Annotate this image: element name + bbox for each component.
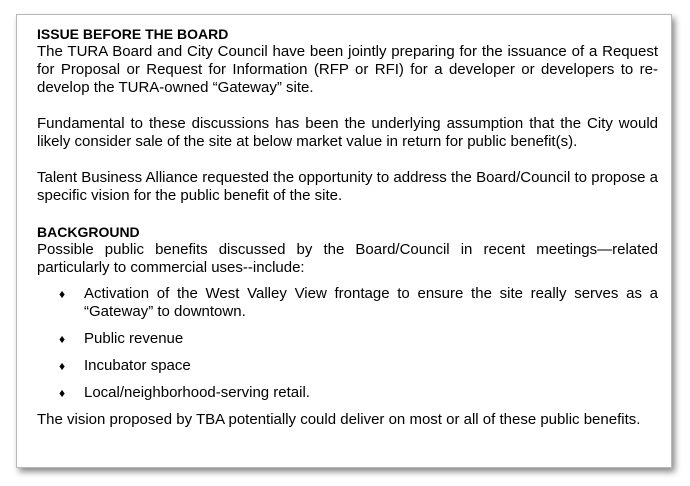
list-item — [37, 384, 658, 402]
benefits-list — [37, 285, 658, 402]
diamond-bullet-icon: ♦ — [59, 332, 66, 346]
document-body — [37, 25, 658, 429]
background-intro: Possible public benefits discussed by the Board/Council in recent meetings—related particularly to commercial uses--include: — [37, 241, 658, 276]
list-item — [37, 357, 658, 375]
list-item-text: Public revenue — [84, 330, 184, 347]
diamond-bullet-icon: ♦ — [59, 359, 66, 373]
issue-paragraph-3: Talent Business Alliance requested the opportunity to address the Board/Council to propose a specific vision for the public benefit of the site. — [37, 169, 658, 204]
list-item — [37, 330, 658, 348]
list-item — [37, 285, 658, 321]
list-item-text: Incubator space — [84, 357, 191, 374]
background-heading: BACKGROUND — [37, 224, 140, 240]
issue-heading: ISSUE BEFORE THE BOARD — [37, 26, 229, 42]
diamond-bullet-icon: ♦ — [59, 287, 66, 301]
list-item-text: Activation of the West Valley View frontage to ensure the site really serves as a “Gateway” to downtown. — [84, 285, 658, 320]
list-item-text: Local/neighborhood-serving retail. — [84, 384, 310, 401]
diamond-bullet-icon: ♦ — [59, 386, 66, 400]
closing-paragraph: The vision proposed by TBA potentially could deliver on most or all of these public benefits. — [37, 411, 641, 428]
document-page — [16, 14, 672, 468]
issue-paragraph-1: The TURA Board and City Council have been jointly preparing for the issuance of a Request for Proposal or Request for Information (RFP or RFI) for a developer or developers to re-develop the TURA-owned “Gateway” site. — [37, 43, 658, 96]
issue-paragraph-2: Fundamental to these discussions has been the underlying assumption that the City would likely consider sale of the site at below market value in return for public benefit(s). — [37, 115, 658, 150]
